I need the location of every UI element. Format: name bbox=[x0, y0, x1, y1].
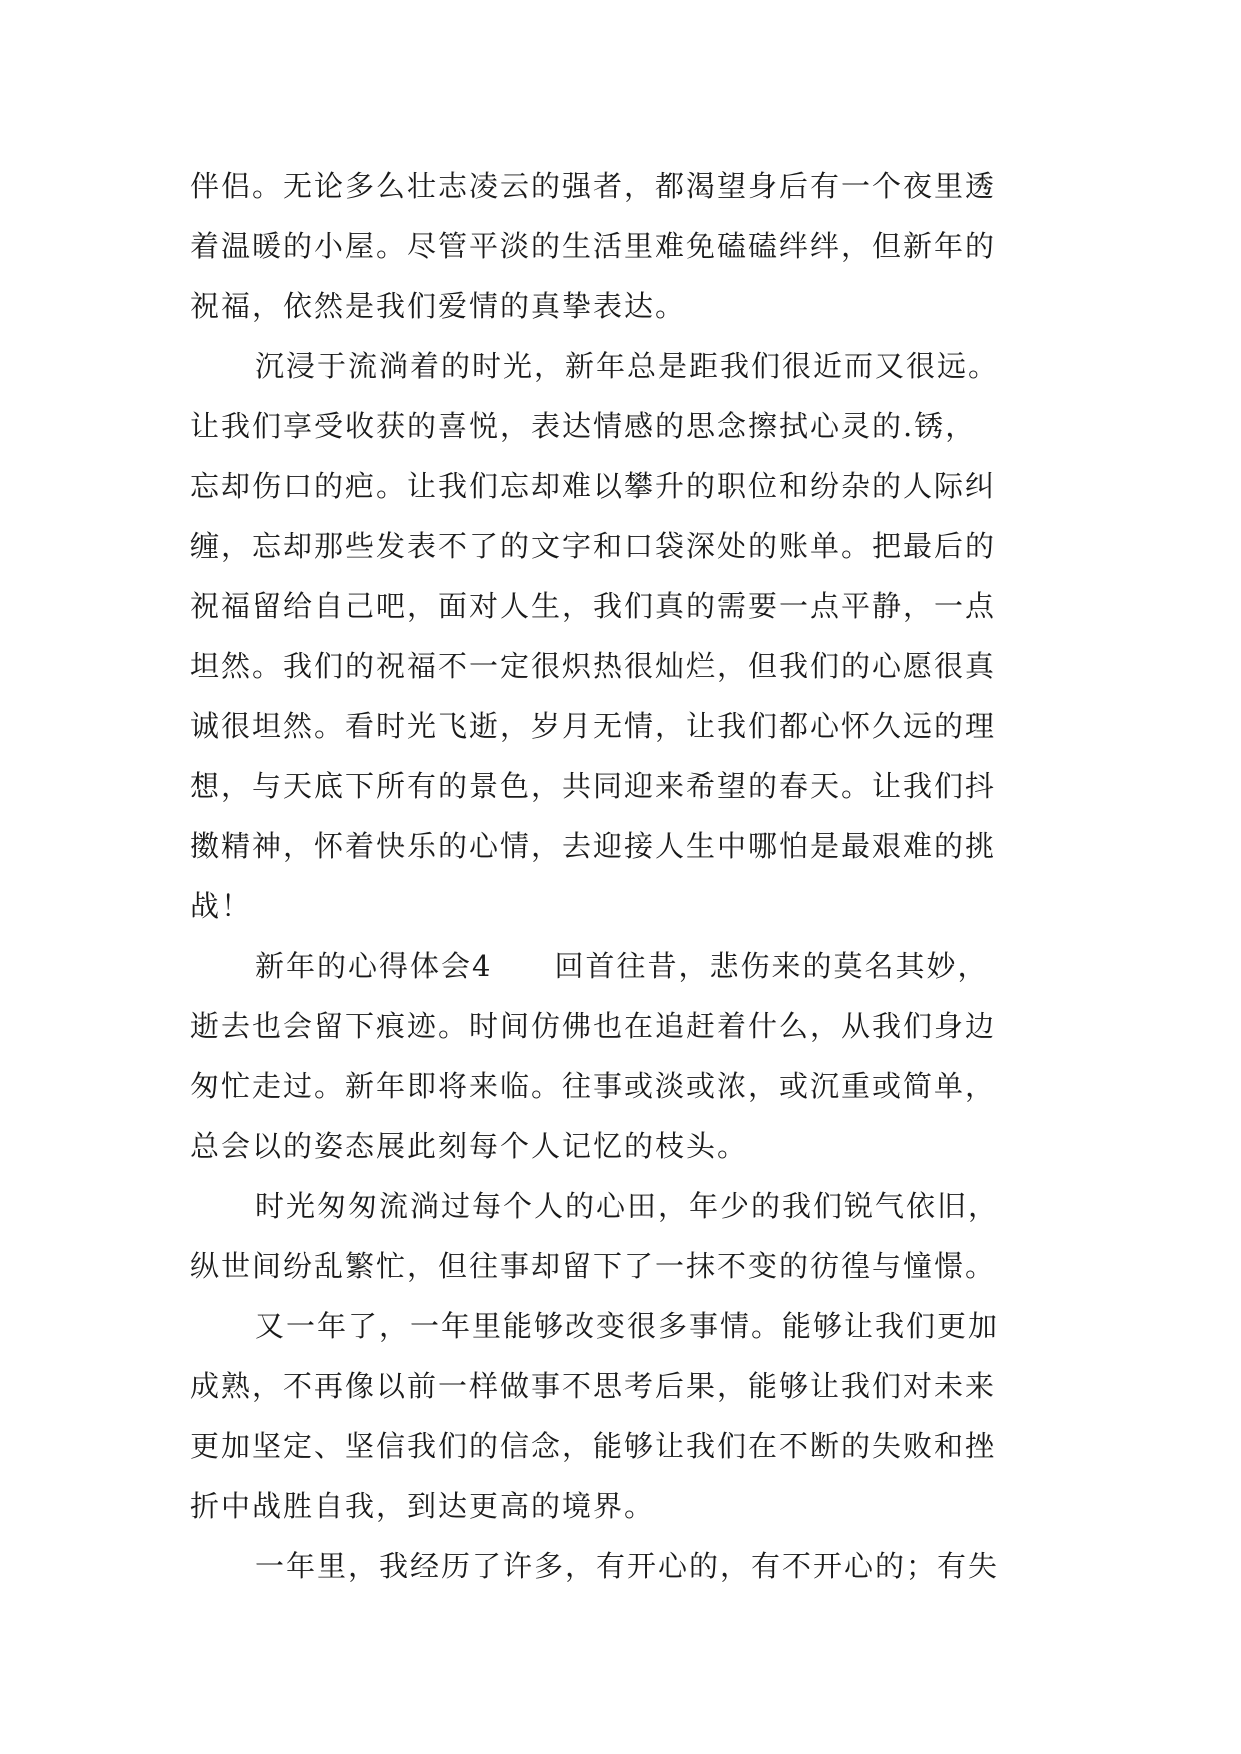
text-line: 诚很坦然。看时光飞逝，岁月无情，让我们都心怀久远的理 bbox=[190, 709, 997, 743]
text-line: 更加坚定、坚信我们的信念，能够让我们在不断的失败和挫 bbox=[190, 1429, 997, 1463]
text-line: 坦然。我们的祝福不一定很炽热很灿烂，但我们的心愿很真 bbox=[190, 649, 997, 683]
paragraph-first-line: 沉浸于流淌着的时光，新年总是距我们很近而又很远。 bbox=[255, 349, 1000, 383]
text-line: 擞精神，怀着快乐的心情，去迎接人生中哪怕是最艰难的挑 bbox=[190, 829, 997, 863]
text-line: 伴侣。无论多么壮志凌云的强者，都渴望身后有一个夜里透 bbox=[190, 169, 997, 203]
text-line: 想，与天底下所有的景色，共同迎来希望的春天。让我们抖 bbox=[190, 769, 997, 803]
paragraph-first-line: 一年里，我经历了许多，有开心的，有不开心的；有失 bbox=[255, 1549, 1000, 1583]
paragraph-first-text: 回首往昔，悲伤来的莫名其妙， bbox=[554, 949, 989, 983]
text-line: 战！ bbox=[190, 889, 253, 923]
text-line: 总会以的姿态展此刻每个人记忆的枝头。 bbox=[190, 1129, 749, 1163]
text-line: 匆忙走过。新年即将来临。往事或淡或浓，或沉重或简单， bbox=[190, 1069, 997, 1103]
text-line: 着温暖的小屋。尽管平淡的生活里难免磕磕绊绊，但新年的 bbox=[190, 229, 997, 263]
text-line: 让我们享受收获的喜悦，表达情感的思念擦拭心灵的.锈， bbox=[190, 409, 977, 443]
section-heading-line bbox=[255, 936, 988, 996]
text-line: 逝去也会留下痕迹。时间仿佛也在追赶着什么，从我们身边 bbox=[190, 1009, 997, 1043]
text-line: 成熟，不再像以前一样做事不思考后果，能够让我们对未来 bbox=[190, 1369, 997, 1403]
text-line: 纵世间纷乱繁忙，但往事却留下了一抹不变的彷徨与憧憬。 bbox=[190, 1249, 997, 1283]
paragraph-first-line: 又一年了，一年里能够改变很多事情。能够让我们更加 bbox=[255, 1309, 1000, 1343]
text-line: 祝福，依然是我们爱情的真挚表达。 bbox=[190, 289, 687, 323]
section-heading: 新年的心得体会4 bbox=[255, 949, 493, 983]
paragraph-first-line: 时光匆匆流淌过每个人的心田，年少的我们锐气依旧， bbox=[255, 1189, 1000, 1223]
text-line: 折中战胜自我，到达更高的境界。 bbox=[190, 1489, 656, 1523]
text-line: 祝福留给自己吧，面对人生，我们真的需要一点平静，一点 bbox=[190, 589, 997, 623]
text-line: 忘却伤口的疤。让我们忘却难以攀升的职位和纷杂的人际纠 bbox=[190, 469, 997, 503]
text-line: 缠，忘却那些发表不了的文字和口袋深处的账单。把最后的 bbox=[190, 529, 997, 563]
